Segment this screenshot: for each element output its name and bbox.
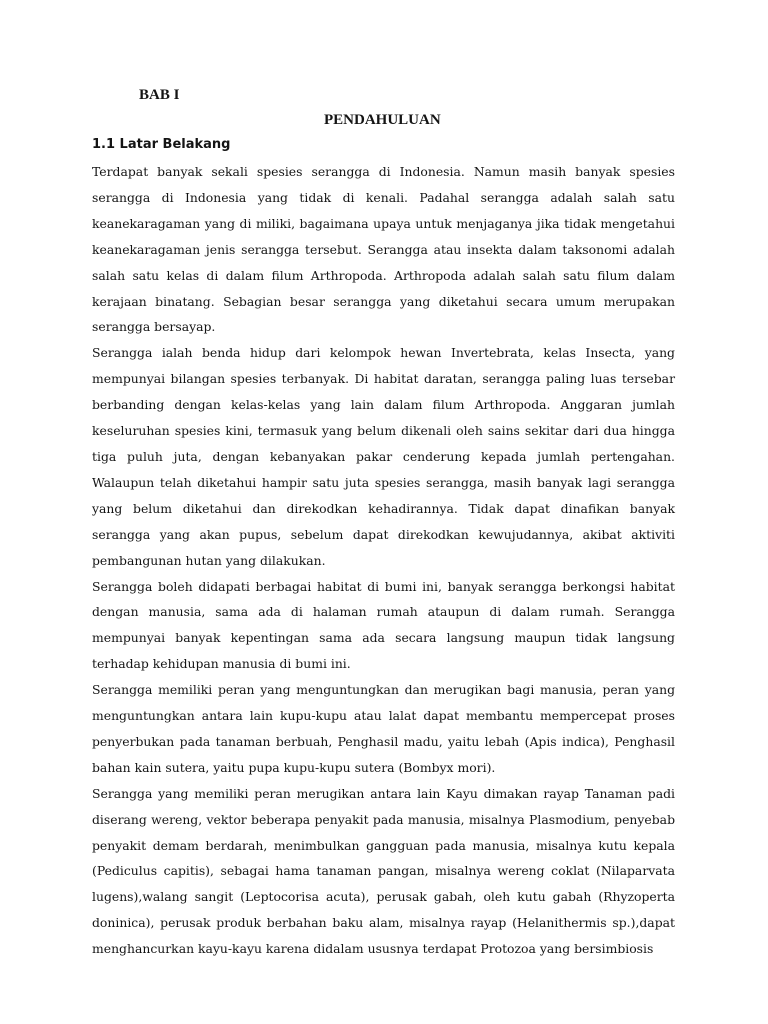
- paragraph-harmful-roles: Serangga yang memiliki peran merugikan antara lain Kayu dimakan rayap Tanaman padi diserang wereng, vektor beberapa penyakit pada manusia, misalnya Plasmodium, penyebab penyakit demam berdarah, menimbulkan gangguan pada manusia, misalnya kutu kepala (Pediculus capitis), sebagai hama tanaman pangan, misalnya wereng coklat (Nilaparvata lugens),walang sangit (Leptocorisa acuta), perusak gabah, oleh kutu gabah (Rhyzoperta doninica), perusak produk berbahan baku alam, misalnya rayap (Helanithermis sp.),dapat menghancurkan kayu-kayu karena didalam ususnya terdapat Protozoa yang bersimbiosis: [92, 785, 675, 957]
- paragraph-beneficial-roles: Serangga memiliki peran yang menguntungkan dan merugikan bagi manusia, peran yang menguntungkan antara lain kupu-kupu atau lalat dapat membantu mempercepat proses penyerbukan pada tanaman berbuah, Penghasil madu, yaitu lebah (Apis indica), Penghasil bahan kain sutera, yaitu pupa kupu-kupu sutera (Bombyx mori).: [92, 682, 675, 775]
- section-heading: 1.1 Latar Belakang: [92, 137, 231, 152]
- page-title: PENDAHULUAN: [324, 112, 441, 128]
- paragraph-habitat: Serangga boleh didapati berbagai habitat di bumi ini, banyak serangga berkongsi habitat dengan manusia, sama ada di halaman rumah ataupun di dalam rumah. Serangga mempunyai banyak kepentingan sama ada secara langsung maupun tidak langsung terhadap kehidupan manusia di bumi ini.: [92, 578, 675, 672]
- paragraph-intro: Terdapat banyak sekali spesies serangga di Indonesia. Namun masih banyak spesies serangga di Indonesia yang tidak di kenali. Padahal serangga adalah salah satu keanekaragaman yang di miliki, bagaimana upaya untuk menjaganya jika tidak mengetahui keanekaragaman jenis serangga tersebut. Serangga atau insekta dalam taksonomi adalah salah satu kelas di dalam filum Arthropoda. Arthropoda adalah salah satu filum dalam kerajaan binatang. Sebagian besar serangga yang diketahui secara umum merupakan serangga bersayap.: [92, 164, 675, 335]
- body-text: [92, 159, 675, 962]
- paragraph-definition: Serangga ialah benda hidup dari kelompok hewan Invertebrata, kelas Insecta, yang mempunyai bilangan spesies terbanyak. Di habitat daratan, serangga paling luas tersebar berbanding dengan kelas-kelas yang lain dalam filum Arthropoda. Anggaran jumlah keseluruhan spesies kini, termasuk yang belum dikenali oleh sains sekitar dari dua hingga tiga puluh juta, dengan kebanyakan pakar cenderung kepada jumlah pertengahan. Walaupun telah diketahui hampir satu juta spesies serangga, masih banyak lagi serangga yang belum diketahui dan direkodkan kehadirannya. Tidak dapat dinafikan banyak serangga yang akan pupus, sebelum dapat direkodkan kewujudannya, akibat aktiviti pembangunan hutan yang dilakukan.: [92, 345, 675, 568]
- chapter-label: BAB I: [139, 87, 180, 103]
